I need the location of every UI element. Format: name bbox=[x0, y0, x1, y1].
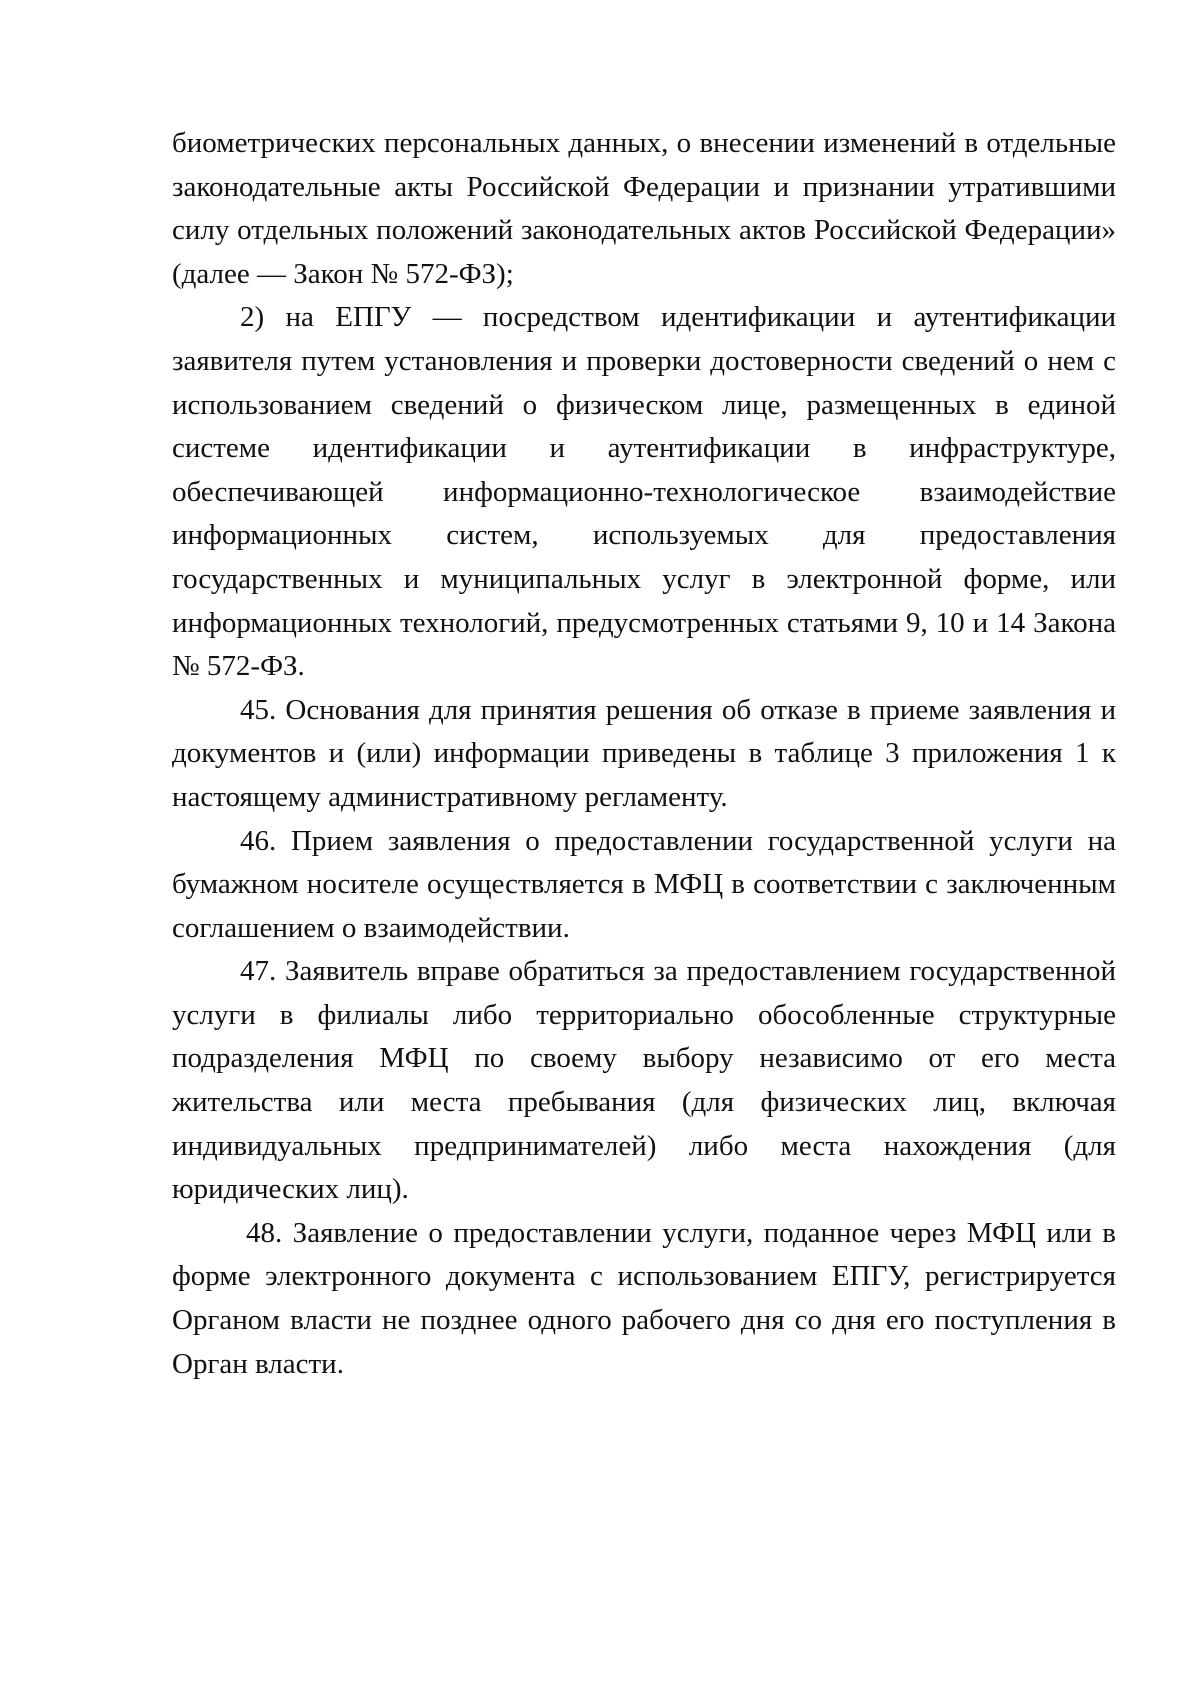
paragraph-continuation: биометрических персональных данных, о внесении изменений в отдельные законодательные акты Российской Федерации и признании утратившими силу отдельных положений законодательных актов Российской Федерации» (далее — Закон № 572-ФЗ); bbox=[172, 127, 1116, 290]
paragraph-48: 48. Заявление о предоставлении услуги, поданное через МФЦ или в форме электронного документа с использованием ЕПГУ, регистрируется Органом власти не позднее одного рабочего дня со дня его поступления в Орган власти. bbox=[172, 1216, 1116, 1380]
paragraph-45: 45. Основания для принятия решения об отказе в приеме заявления и документов и (или) информации приведены в таблице 3 приложения 1 к настоящему административному регламенту. bbox=[172, 693, 1116, 813]
paragraph-46: 46. Прием заявления о предоставлении государственной услуги на бумажном носителе осуществляется в МФЦ в соответствии с заключенным соглашением о взаимодействии. bbox=[172, 824, 1116, 944]
document-body bbox=[172, 122, 1116, 1386]
paragraph-item-2: 2) на ЕПГУ — посредством идентификации и аутентификации заявителя путем установления и проверки достоверности сведений о нем с использованием сведений о физическом лице, размещенных в единой системе идентификации и аутентификации в инфраструктуре, обеспечивающей информационно-технологическое взаимодействие информационных систем, используемых для предоставления государственных и муниципальных услуг в электронной форме, или информационных технологий, предусмотренных статьями 9, 10 и 14 Закона № 572-ФЗ. bbox=[172, 301, 1116, 683]
paragraph-47: 47. Заявитель вправе обратиться за предоставлением государственной услуги в филиалы либо территориально обособленные структурные подразделения МФЦ по своему выбору независимо от его места жительства или места пребывания (для физических лиц, включая индивидуальных предпринимателей) либо места нахождения (для юридических лиц). bbox=[172, 955, 1116, 1206]
